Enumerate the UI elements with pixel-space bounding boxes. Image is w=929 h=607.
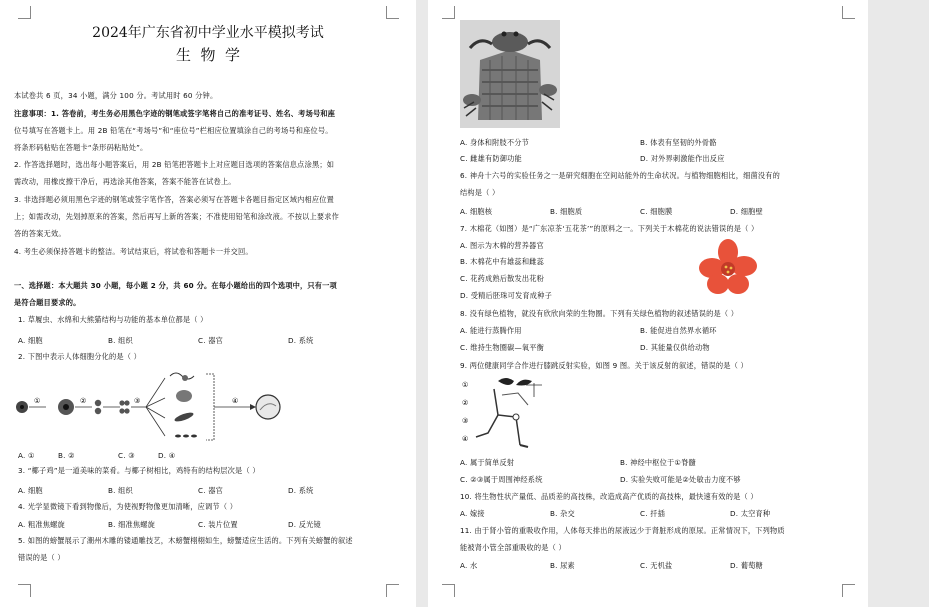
- note-line: 注意事项：1. 答卷前，考生务必用黑色字迹的钢笔或签字笔将自己的准考证号、姓名、考场号和座: [14, 109, 336, 118]
- question-stem: 3. “椰子鸡”是一道美味的菜肴。与椰子树相比，鸡特有的结构层次是（ ）: [18, 466, 260, 475]
- option-b: B. ②: [58, 451, 75, 460]
- option-a: A. 图示为木棉的营养器官: [460, 241, 544, 250]
- diagram-label: ①: [34, 397, 41, 405]
- diagram-label: ④: [232, 397, 239, 405]
- option-a: A. 属于简单反射: [460, 458, 515, 467]
- option-b: B. 神经中枢位于①脊髓: [620, 458, 696, 467]
- option-b: B. 木棉花中有雄蕊和雌蕊: [460, 257, 544, 266]
- diagram-label: ①: [462, 381, 469, 389]
- note-line: 答的答案无效。: [14, 229, 66, 238]
- question-stem: 11. 由于肾小管的重吸收作用，人体每天排出的尿液远少于肾脏形成的原尿。正常情况下，下列物质: [460, 526, 785, 535]
- option-b: B. 细胞质: [550, 207, 583, 216]
- crop-mark: [18, 584, 31, 597]
- crop-mark: [842, 6, 855, 19]
- option-d: D. 其能量仅供给动物: [640, 343, 710, 352]
- section-heading: 一、选择题：本大题共 30 小题，每小题 2 分，共 60 分。在每小题给出的四个选项中，只有一项: [14, 281, 337, 290]
- option-b: B. 杂交: [550, 509, 575, 518]
- exam-subject: 生 物 学: [175, 46, 241, 64]
- question-stem: 7. 木棉花（如图）是“广东凉茶‘五花茶’”的原料之一。下列关于木棉花的说法错误的是（ ）: [460, 224, 759, 233]
- note-line: 3. 非选择题必须用黑色字迹的钢笔或签字笔作答，答案必须写在答题卡各题目指定区域内相应位置: [14, 195, 335, 204]
- note-line: 将条形码粘贴在答题卡“条形码粘贴处”。: [14, 143, 148, 152]
- option-d: D. ④: [158, 451, 176, 460]
- option-d: D. 实验失败可能是②处敏击力度不够: [620, 475, 741, 484]
- knee-reflex-figure: [458, 375, 558, 453]
- diagram-label: ③: [134, 397, 141, 405]
- option-c: C. 器官: [198, 486, 223, 495]
- note-line: 4. 考生必须保持答题卡的整洁。考试结束后，将试卷和答题卡一并交回。: [14, 247, 253, 256]
- right-page: [428, 0, 868, 607]
- left-page: [0, 0, 416, 607]
- diagram-label: ④: [462, 435, 469, 443]
- crop-mark: [18, 6, 31, 19]
- option-a: A. 嫁接: [460, 509, 485, 518]
- option-b: B. 能促进自然界水循环: [640, 326, 717, 335]
- crop-mark: [442, 6, 455, 19]
- question-stem: 1. 草履虫、水绵和大熊猫结构与功能的基本单位都是（ ）: [18, 315, 208, 324]
- note-line: 位号填写在答题卡上。用 2B 铅笔在“考场号”和“座位号”栏相应位置填涂自己的考场号和座位号。: [14, 126, 333, 135]
- option-c: C. 细胞膜: [640, 207, 673, 216]
- option-b: B. 细准焦螺旋: [108, 520, 156, 529]
- question-stem: 6. 神舟十六号的实验任务之一是研究细胞在空间站能外的生命状况。与植物细胞相比，细菌没有的: [460, 171, 781, 180]
- question-stem: 4. 光学显微镜下看到物像后，为使视野物像更加清晰，应调节（ ）: [18, 502, 238, 511]
- question-stem-cont: 结构是（ ）: [460, 188, 500, 197]
- option-d: D. 系统: [288, 486, 314, 495]
- note-line: 上；如需改动，先划掉原来的答案，然后再写上新的答案；不准使用铅笔和涂改液。不按以上要求作: [14, 212, 340, 221]
- question-stem: 8. 没有绿色植物，就没有欣欣向荣的生物圈。下列有关绿色植物的叙述错误的是（ ）: [460, 309, 739, 318]
- note-line: 需改动，用橡皮擦干净后，再选涂其他答案，答案不能答在试卷上。: [14, 177, 236, 186]
- option-b: B. 组织: [108, 336, 133, 345]
- option-b: B. 组织: [108, 486, 133, 495]
- option-d: D. 细胞壁: [730, 207, 763, 216]
- exam-title: 2024年广东省初中学业水平模拟考试: [92, 25, 324, 41]
- option-a: A. 粗准焦螺旋: [18, 520, 65, 529]
- option-b: B. 尿素: [550, 561, 575, 570]
- option-d: D. 受精后胚珠可发育成种子: [460, 291, 552, 300]
- option-c: C. 花药成熟后散发出花粉: [460, 274, 545, 283]
- option-a: A. 能进行蒸腾作用: [460, 326, 522, 335]
- question-stem-cont: 能被肾小管全部重吸收的是（ ）: [460, 543, 566, 552]
- option-c: C. 无机盐: [640, 561, 673, 570]
- section-heading: 是符合题目要求的。: [14, 298, 81, 307]
- diagram-label: ②: [80, 397, 87, 405]
- option-a: A. 身体和附肢不分节: [460, 138, 530, 147]
- question-stem: 9. 两位健康同学合作进行膝跳反射实验，如图 9 图。关于该反射的叙述，错误的是（ ）: [460, 361, 748, 370]
- note-line: 2. 作答选择题时，选出每小题答案后，用 2B 铅笔把答题卡上对应题目选项的答案信息点涂黑；如: [14, 160, 335, 169]
- option-c: C. ③: [118, 451, 135, 460]
- crop-mark: [386, 6, 399, 19]
- option-d: D. 对外界刺激能作出反应: [640, 154, 725, 163]
- option-d: D. 系统: [288, 336, 314, 345]
- question-stem-cont: 错误的是（ ）: [18, 553, 65, 562]
- option-a: A. 细胞: [18, 336, 43, 345]
- intro-text: 本试卷共 6 页，34 小题，满分 100 分。考试用时 60 分钟。: [14, 91, 218, 100]
- question-stem: 5. 如图的螃蟹展示了潮州木雕的镂通雕技艺，木螃蟹栩栩如生，螃蟹适应生活的。下列有关螃蟹的叙述: [18, 536, 353, 545]
- option-a: A. 细胞: [18, 486, 43, 495]
- crab-carving-image: [460, 20, 560, 128]
- option-c: C. 器官: [198, 336, 223, 345]
- option-c: C. ②③属于周围神经系统: [460, 475, 543, 484]
- option-c: C. 扦插: [640, 509, 665, 518]
- diagram-label: ③: [462, 417, 469, 425]
- kapok-flower-image: [698, 238, 758, 298]
- option-d: D. 太空育种: [730, 509, 771, 518]
- option-b: B. 体表有坚韧的外骨骼: [640, 138, 717, 147]
- option-a: A. ①: [18, 451, 35, 460]
- question-stem: 2. 下图中表示人体细胞分化的是（ ）: [18, 352, 142, 361]
- question-stem: 10. 将生物性状产量低、品质差的高技株，改造成高产优质的高技株，最快速有效的是（ ）: [460, 492, 758, 501]
- option-d: D. 反光镜: [288, 520, 321, 529]
- option-a: A. 水: [460, 561, 478, 570]
- option-c: C. 维持生物圈碳—氧平衡: [460, 343, 545, 352]
- crop-mark: [842, 584, 855, 597]
- crop-mark: [386, 584, 399, 597]
- option-d: D. 葡萄糖: [730, 561, 763, 570]
- crop-mark: [442, 584, 455, 597]
- diagram-label: ②: [462, 399, 469, 407]
- option-c: C. 装片位置: [198, 520, 238, 529]
- option-a: A. 细胞核: [460, 207, 493, 216]
- option-c: C. 雌雄有防御功能: [460, 154, 522, 163]
- cell-division-figure: [10, 370, 300, 446]
